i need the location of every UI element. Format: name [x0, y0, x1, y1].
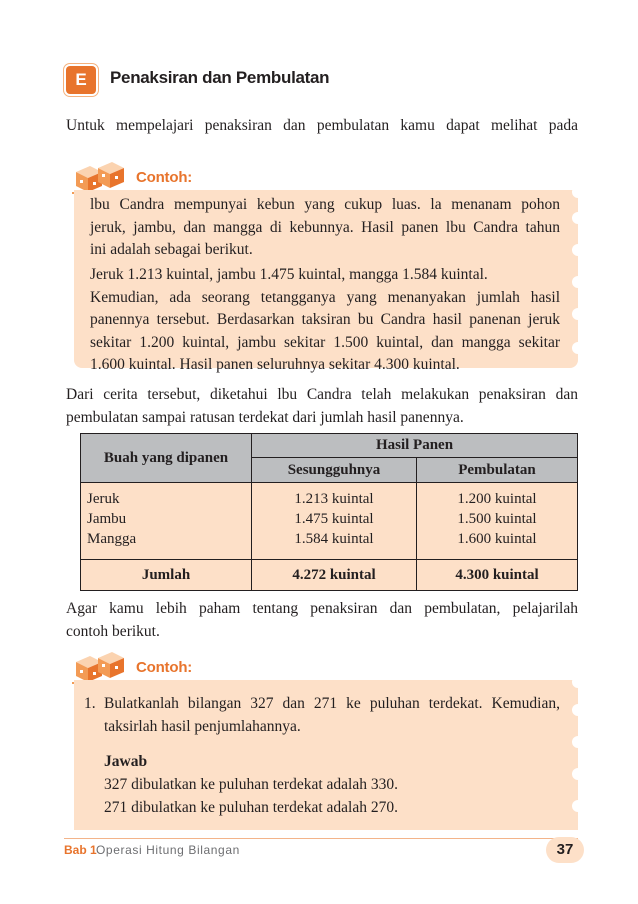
col-actual-header: Sesungguhnya	[252, 458, 417, 483]
answer-block: Jawab 327 dibulatkan ke puluhan terdekat adalah 330. 271 dibulatkan ke puluhan terdekat adalah 270.	[104, 750, 560, 819]
total-actual: 4.272 kuintal	[252, 560, 417, 591]
dice-icon	[72, 648, 130, 684]
rounded-list: 1.200 kuintal 1.500 kuintal 1.600 kuintal	[417, 483, 578, 560]
story-conclusion: Dari cerita tersebut, diketahui lbu Candra telah melakukan penaksiran dan pembulatan sampai ratusan terdekat dari jumlah hasil panennya.	[66, 386, 578, 426]
section-letter: E	[66, 66, 96, 94]
example-1-para-1: lbu Candra mempunyai kebun yang cukup luas. la menanam pohon jeruk, jambu, dan mangga di kebunnya. Hasil panen lbu Candra tahun ini adalah sebagai berikut.	[90, 196, 560, 258]
section-title: Penaksiran dan Pembulatan	[110, 68, 330, 87]
total-label: Jumlah	[81, 560, 252, 591]
actual-list: 1.213 kuintal 1.475 kuintal 1.584 kuintal	[252, 483, 417, 560]
col-group-header: Hasil Panen	[252, 434, 578, 458]
question-number: 1.	[84, 695, 96, 712]
answer-label: Jawab	[104, 753, 148, 770]
total-rounded: 4.300 kuintal	[417, 560, 578, 591]
example-1-para-2: Jeruk 1.213 kuintal, jambu 1.475 kuintal, mangga 1.584 kuintal. Kemudian, ada seorang tetangganya yang menanyakan jumlah hasil panennya tersebut. Berdasarkan taksiran bu Candra hasil panenan jeruk sekitar 1.200 kuintal, jambu sekitar 1.500 kuintal, dan mangga sekitar 1.600 kuintal. Hasil panen seluruhnya sekitar 4.300 kuintal.	[90, 266, 560, 373]
more-paragraph: Agar kamu lebih paham tentang penaksiran dan pembulatan, pelajarilah contoh berikut.	[66, 600, 578, 640]
dice-icon	[72, 158, 130, 194]
example-2-label: Contoh:	[136, 659, 193, 676]
harvest-table	[80, 433, 578, 591]
page-number: 37	[546, 837, 584, 863]
example-1-label: Contoh:	[136, 169, 193, 186]
intro-paragraph: Untuk mempelajari penaksiran dan pembulatan kamu dapat melihat pada	[66, 117, 578, 134]
col-round-header: Pembulatan	[417, 458, 578, 483]
footer-chapter-title: Operasi Hitung Bilangan	[96, 843, 240, 857]
footer-chapter-number: Bab 1	[64, 843, 97, 857]
fruit-list: Jeruk Jambu Mangga	[81, 483, 252, 560]
question-text: Bulatkanlah bilangan 327 dan 271 ke puluhan terdekat. Kemudian, taksirlah hasil penjumlahannya.	[104, 695, 560, 735]
col-fruit-header: Buah yang dipanen	[81, 434, 252, 483]
